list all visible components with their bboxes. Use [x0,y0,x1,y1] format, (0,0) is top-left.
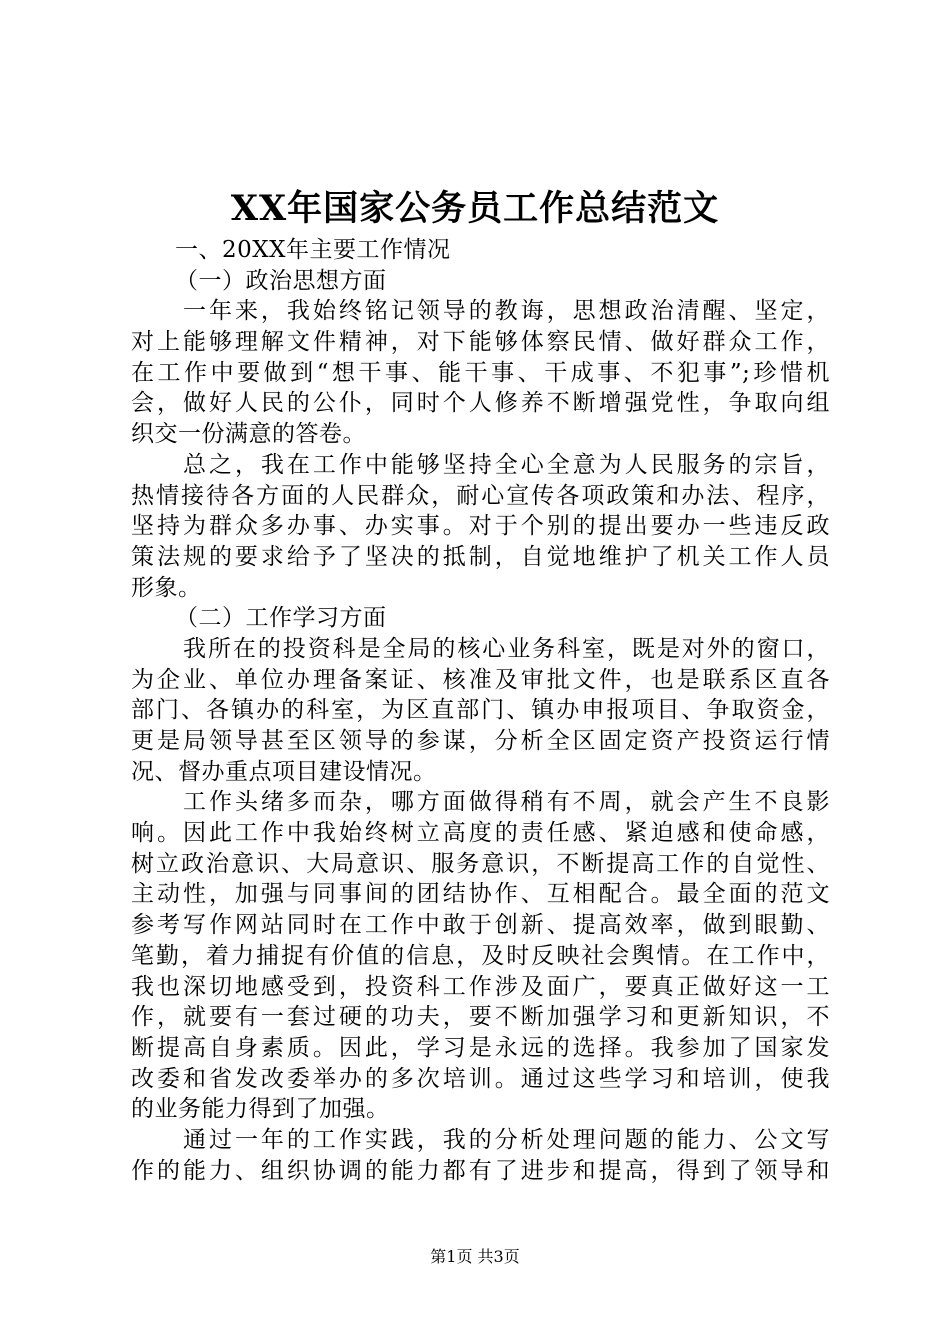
text-line: 在工作中要做到“想干事、能干事、干成事、不犯事”;珍惜机 [131,359,830,386]
text-line: 通过一年的工作实践，我的分析处理问题的能力、公文写 [183,1126,830,1153]
text-line: 对上能够理解文件精神，对下能够体察民情、做好群众工作， [131,329,830,356]
text-line: 部门、各镇办的科室，为区直部门、镇办申报项目、争取资金， [131,697,830,724]
text-line: 形象。 [131,574,202,601]
text-line: 况、督办重点项目建设情况。 [131,758,437,785]
page-number-footer: 第1页 共3页 [430,1247,520,1266]
text-line: 我所在的投资科是全局的核心业务科室，既是对外的窗口， [183,635,830,662]
text-line: 响。因此工作中我始终树立高度的责任感、紧迫感和使命感， [131,820,830,847]
text-line: 我也深切地感受到，投资科工作涉及面广，要真正做好这一工 [131,973,830,1000]
text-line: 主动性，加强与同事间的团结协作、互相配合。最全面的范文 [131,881,830,908]
text-line: 作的能力、组织协调的能力都有了进步和提高，得到了领导和 [131,1157,830,1184]
document-body [131,235,830,1186]
text-line: 织交一份满意的答卷。 [131,421,366,448]
text-line: 更是局领导甚至区领导的参谋，分析全区固定资产投资运行情 [131,728,830,754]
section-heading: （一）政治思想方面 [175,267,387,294]
text-line: 工作头绪多而杂，哪方面做得稍有不周，就会产生不良影 [183,789,830,816]
text-line: 的业务能力得到了加强。 [131,1096,390,1123]
document-title: XX年国家公务员工作总结范文 [230,188,720,229]
section-heading: 一、20XX年主要工作情况 [175,237,451,263]
text-line: 一年来，我始终铭记领导的教诲，思想政治清醒、坚定， [183,298,830,325]
text-line: 作，就要有一套过硬的功夫，要不断加强学习和更新知识，不 [131,1004,830,1031]
text-line: 坚持为群众多办事、办实事。对于个别的提出要办一些违反政 [131,513,830,540]
text-line: 断提高自身素质。因此，学习是永远的选择。我参加了国家发 [131,1034,830,1061]
text-line: 为企业、单位办理备案证、核准及审批文件，也是联系区直各 [131,666,830,693]
text-line: 笔勤，着力捕捉有价值的信息，及时反映社会舆情。在工作中， [131,942,830,969]
text-line: 热情接待各方面的人民群众，耐心宣传各项政策和办法、程序， [131,482,830,509]
text-line: 改委和省发改委举办的多次培训。通过这些学习和培训，使我 [131,1065,830,1092]
text-line: 参考写作网站同时在工作中敢于创新、提高效率，做到眼勤、 [131,912,830,939]
text-line: 策法规的要求给予了坚决的抵制，自觉地维护了机关工作人员 [131,543,830,570]
section-heading: （二）工作学习方面 [175,605,387,632]
text-line: 总之，我在工作中能够坚持全心全意为人民服务的宗旨， [183,451,830,478]
text-line: 会，做好人民的公仆，同时个人修养不断增强党性，争取向组 [131,390,830,417]
text-line: 树立政治意识、大局意识、服务意识，不断提高工作的自觉性、 [131,850,830,877]
